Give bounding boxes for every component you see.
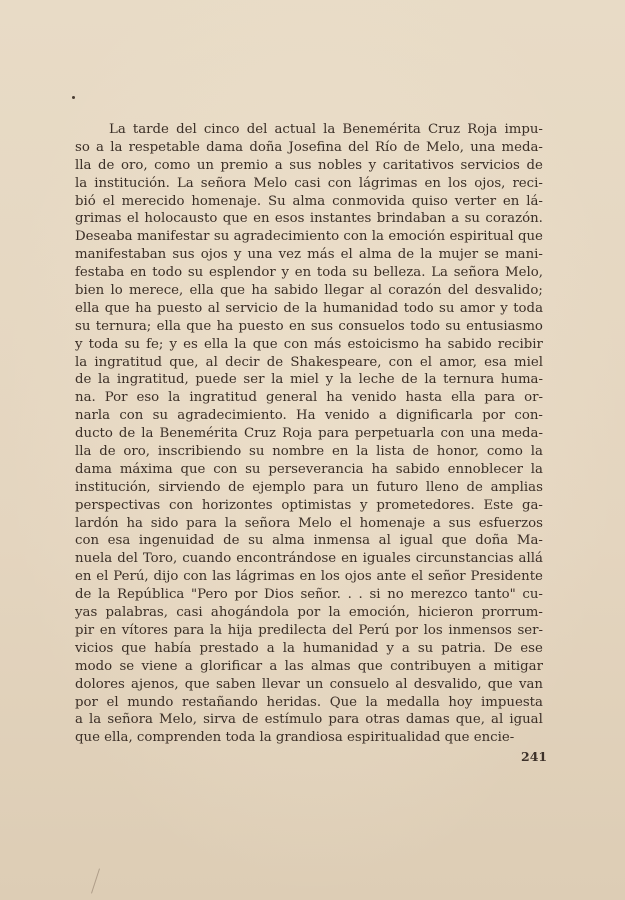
text-line: de la República "Pero por Dios señor. . . si no merezco tanto" cu-: [75, 587, 543, 603]
paper-scratch: [91, 868, 100, 893]
text-line: Deseaba manifestar su agradecimiento con la emoción espiritual que: [75, 229, 543, 245]
text-line: narla con su agradecimiento. Ha venido a dignificarla por con-: [75, 408, 543, 424]
text-line: ella que ha puesto al servicio de la humanidad todo su amor y toda: [75, 300, 543, 316]
text-line: nuela del Toro, cuando encontrándose en iguales circunstancias allá: [75, 551, 543, 567]
text-line: que ella, comprenden toda la grandiosa espiritualidad que encie-: [75, 730, 515, 746]
body-paragraph: [75, 121, 543, 747]
page-number: 241: [521, 749, 548, 764]
ink-speck: [72, 96, 75, 99]
text-line: vicios que había prestado a la humanidad y a su patria. De ese: [75, 640, 543, 656]
text-line: grimas el holocausto que en esos instantes brindaban a su corazón.: [75, 211, 543, 227]
text-line: yas palabras, casi ahogándola por la emoción, hicieron prorrum-: [75, 605, 543, 621]
text-line: festaba en todo su esplendor y en toda su belleza. La señora Melo,: [75, 265, 543, 281]
text-line: institución, sirviendo de ejemplo para un futuro lleno de amplias: [75, 479, 543, 495]
text-line: ducto de la Benemérita Cruz Roja para perpetuarla con una meda-: [75, 426, 543, 442]
text-line: y toda su fe; y es ella la que con más estoicismo ha sabido recibir: [75, 336, 543, 352]
text-line: perspectivas con horizontes optimistas y prometedores. Este ga-: [75, 497, 543, 513]
text-line: na. Por eso la ingratitud general ha venido hasta ella para or-: [75, 390, 543, 406]
text-line: dama máxima que con su perseverancia ha sabido ennoblecer la: [75, 461, 543, 477]
text-line: modo se viene a glorificar a las almas que contribuyen a mitigar: [75, 658, 543, 674]
text-line: la institución. La señora Melo casi con lágrimas en los ojos, reci-: [75, 175, 543, 191]
text-line: lardón ha sido para la señora Melo el homenaje a sus esfuerzos: [75, 515, 543, 531]
text-line: en el Perú, dijo con las lágrimas en los ojos ante el señor Presidente: [75, 569, 543, 585]
text-line: La tarde del cinco del actual la Benemérita Cruz Roja impu-: [109, 122, 543, 137]
text-line: su ternura; ella que ha puesto en sus consuelos todo su entusiasmo: [75, 318, 543, 334]
text-line: pir en vítores para la hija predilecta del Perú por los inmensos ser-: [75, 622, 543, 638]
text-line: manifestaban sus ojos y una vez más el alma de la mujer se mani-: [75, 247, 543, 263]
text-line: a la señora Melo, sirva de estímulo para otras damas que, al igual: [75, 712, 543, 728]
text-line: con esa ingenuidad de su alma inmensa al igual que doña Ma-: [75, 533, 543, 549]
text-line: de la ingratitud, puede ser la miel y la leche de la ternura huma-: [75, 372, 543, 388]
text-line: la ingratitud que, al decir de Shakespeare, con el amor, esa miel: [75, 354, 543, 370]
text-line: lla de oro, como un premio a sus nobles y caritativos servicios de: [75, 157, 543, 173]
text-line: lla de oro, inscribiendo su nombre en la lista de honor, como la: [75, 444, 543, 460]
text-line: por el mundo restañando heridas. Que la medalla hoy impuesta: [75, 694, 543, 710]
text-line: bien lo merece, ella que ha sabido llegar al corazón del desvalido;: [75, 283, 543, 299]
text-line: bió el merecido homenaje. Su alma conmovida quiso verter en lá-: [75, 193, 543, 209]
text-line: so a la respetable dama doña Josefina del Río de Melo, una meda-: [75, 139, 543, 155]
text-line: dolores ajenos, que saben llevar un consuelo al desvalido, que van: [75, 676, 543, 692]
